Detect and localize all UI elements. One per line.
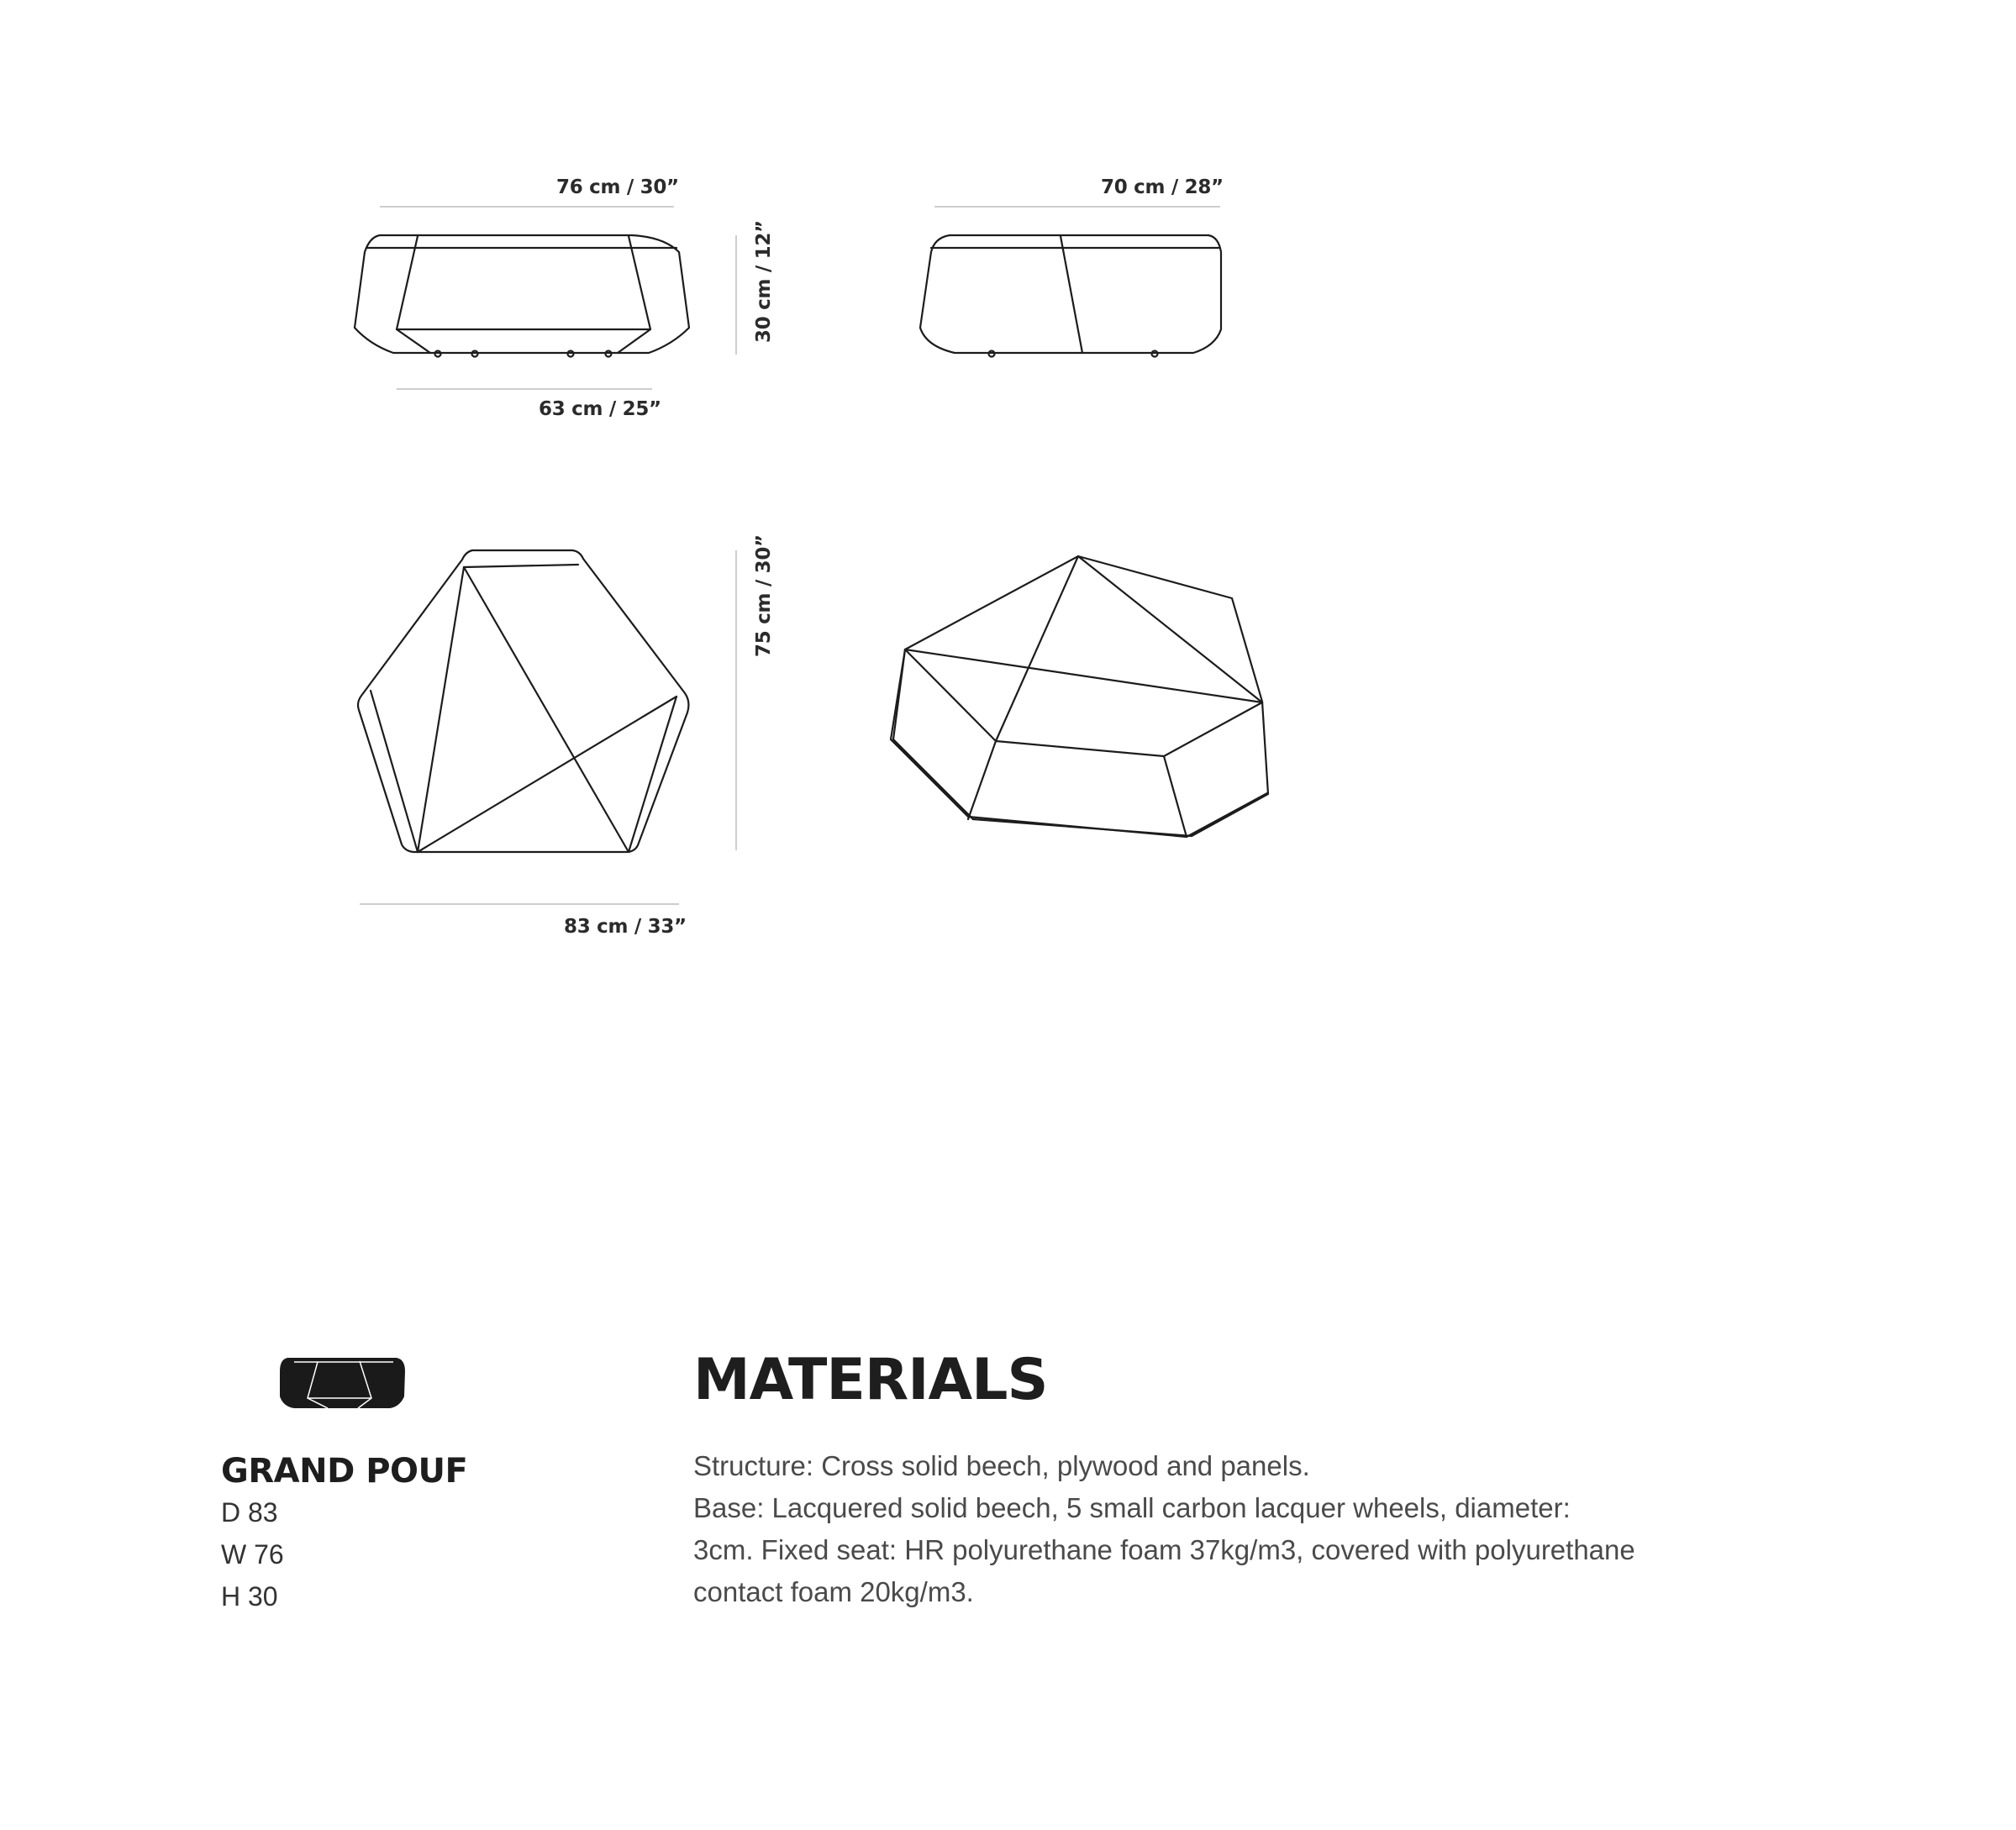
dimension-front-top-width: 76 cm / 30” <box>556 176 679 198</box>
materials-line-1: Structure: Cross solid beech, plywood and panels. <box>693 1450 1310 1481</box>
spec-depth: D 83 <box>221 1497 278 1528</box>
front-elevation-drawing <box>355 235 689 357</box>
dimension-front-bottom-width: 63 cm / 25” <box>539 398 661 420</box>
dimension-side-top-width: 70 cm / 28” <box>1101 176 1224 198</box>
spec-height: H 30 <box>221 1581 278 1612</box>
materials-line-2: Base: Lacquered solid beech, 5 small carbon lacquer wheels, diameter: <box>693 1492 1571 1523</box>
grand-pouf-silhouette-icon <box>277 1353 408 1412</box>
side-elevation-drawing <box>920 235 1221 357</box>
materials-line-3: 3cm. Fixed seat: HR polyurethane foam 37kg/m3, covered with polyurethane <box>693 1534 1635 1565</box>
product-name: GRAND POUF <box>221 1452 468 1491</box>
perspective-drawing <box>891 556 1268 837</box>
materials-title: MATERIALS <box>693 1347 1048 1413</box>
dimension-plan-depth: 75 cm / 30” <box>753 534 775 657</box>
materials-line-4: contact foam 20kg/m3. <box>693 1576 974 1607</box>
dimension-lines <box>360 207 1220 904</box>
dimension-plan-width: 83 cm / 33” <box>564 916 687 938</box>
plan-view-drawing <box>358 550 688 852</box>
spec-width: W 76 <box>221 1539 284 1570</box>
dimension-height: 30 cm / 12” <box>753 220 775 343</box>
